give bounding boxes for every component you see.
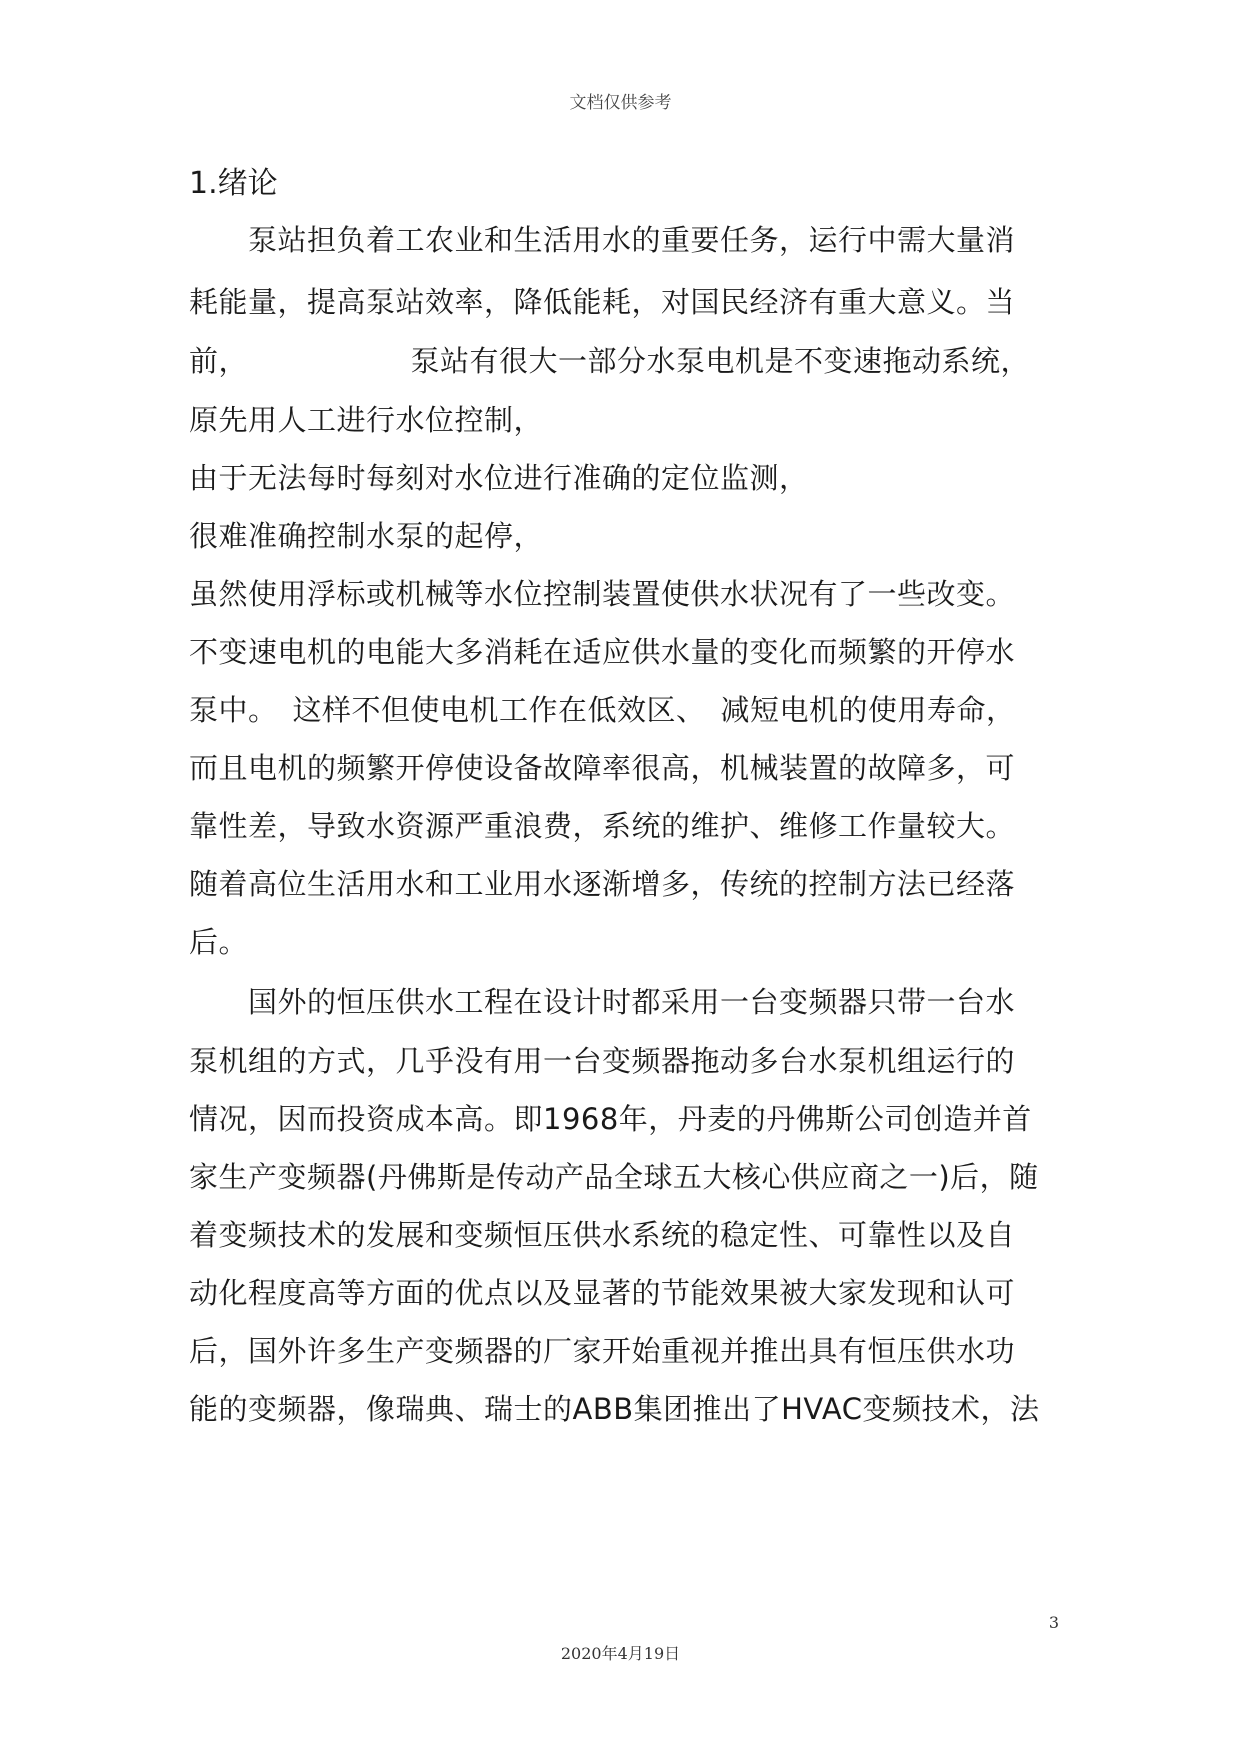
body-line: 泵站担负着工农业和生活用水的重要任务，运行中需大量消 xyxy=(189,223,1016,257)
body-line: 很难准确控制水泵的起停， xyxy=(189,519,544,553)
body-line: 后，国外许多生产变频器的厂家开始重视并推出具有恒压供水功 xyxy=(189,1334,1016,1368)
body-line: 而且电机的频繁开停使设备故障率很高，机械装置的故障多，可 xyxy=(189,751,1016,785)
body-line: 前， 泵站有很大一部分水泵电机是不变速拖动系统， xyxy=(189,344,1031,378)
body-line: 家生产变频器(丹佛斯是传动产品全球五大核心供应商之一)后，随 xyxy=(189,1160,1039,1194)
footer-date: 2020年4月19日 xyxy=(560,1644,681,1663)
body-line: 泵中。 这样不但使电机工作在低效区、 减短电机的使用寿命， xyxy=(189,693,1016,727)
section-title: 1.绪论 xyxy=(189,166,278,201)
body-line: 耗能量，提高泵站效率，降低能耗，对国民经济有重大意义。当 xyxy=(189,285,1016,319)
body-line: 泵机组的方式，几乎没有用一台变频器拖动多台水泵机组运行的 xyxy=(189,1044,1016,1078)
body-line: 能的变频器，像瑞典、瑞士的ABB集团推出了HVAC变频技术，法 xyxy=(189,1392,1040,1426)
body-line: 由于无法每时每刻对水位进行准确的定位监测， xyxy=(189,461,809,495)
body-line: 动化程度高等方面的优点以及显著的节能效果被大家发现和认可 xyxy=(189,1276,1016,1310)
body-line: 后。 xyxy=(189,925,249,959)
body-line: 原先用人工进行水位控制， xyxy=(189,403,544,437)
body-line: 虽然使用浮标或机械等水位控制装置使供水状况有了一些改变。 xyxy=(189,577,1016,611)
body-line: 国外的恒压供水工程在设计时都采用一台变频器只带一台水 xyxy=(189,985,1016,1019)
body-line: 情况，因而投资成本高。即1968年，丹麦的丹佛斯公司创造并首 xyxy=(189,1102,1032,1136)
body-line: 不变速电机的电能大多消耗在适应供水量的变化而频繁的开停水 xyxy=(189,635,1016,669)
page-number: 3 xyxy=(1048,1613,1059,1632)
page-header: 文档仅供参考 xyxy=(569,93,672,113)
body-line: 随着高位生活用水和工业用水逐渐增多，传统的控制方法已经落 xyxy=(189,867,1016,901)
body-line: 靠性差，导致水资源严重浪费，系统的维护、维修工作量较大。 xyxy=(189,809,1016,843)
body-line: 着变频技术的发展和变频恒压供水系统的稳定性、可靠性以及自 xyxy=(189,1218,1016,1252)
